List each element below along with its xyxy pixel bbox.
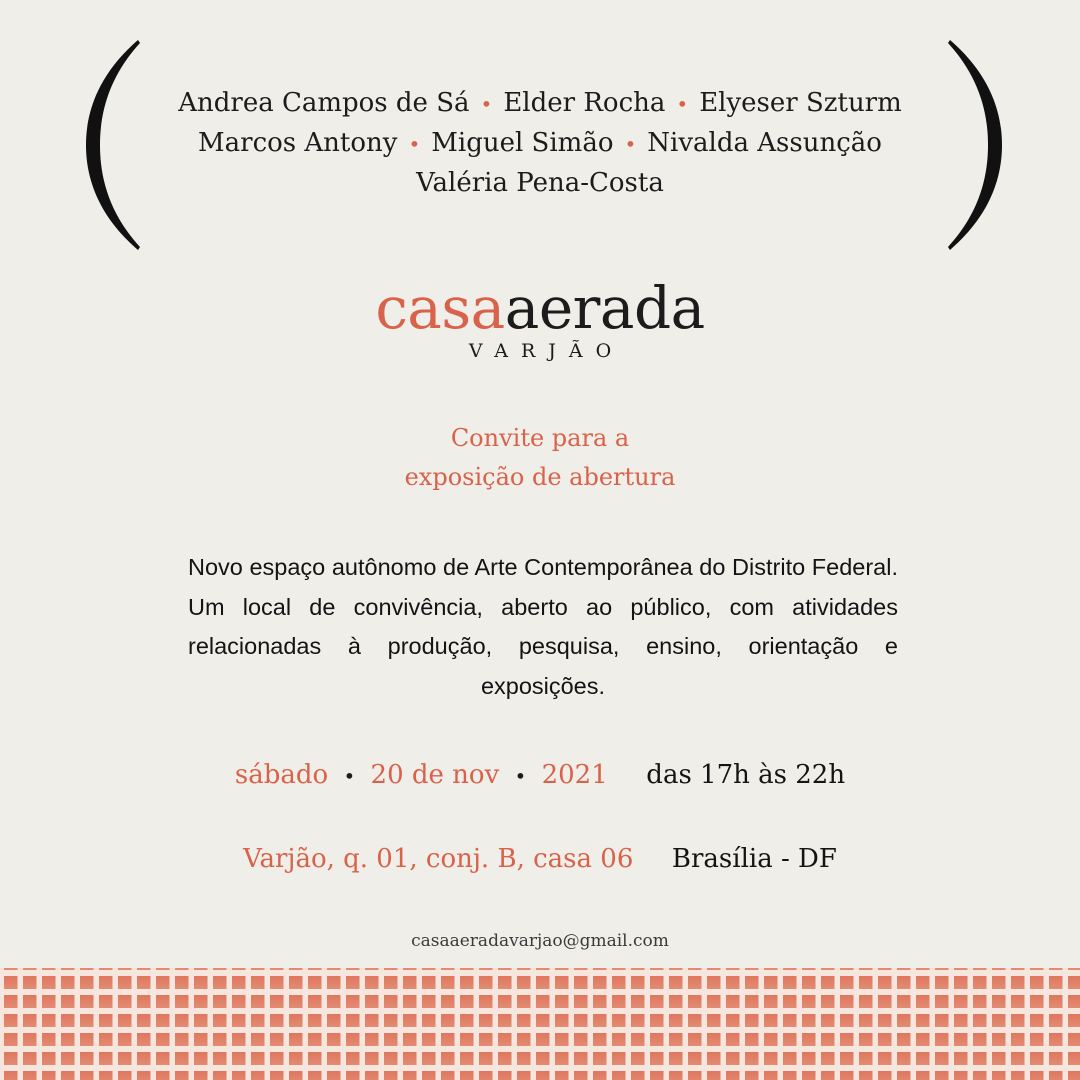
separator-dot: • (514, 764, 527, 788)
artist-name: Valéria Pena-Costa (416, 168, 664, 198)
contact-email: casaaeradavarjao@gmail.com (411, 931, 669, 951)
event-year: 2021 (541, 760, 608, 790)
logo-wordmark (0, 268, 1080, 348)
invite-line-2: exposição de abertura (404, 463, 676, 491)
logo-subtitle: VARJÃO (468, 340, 625, 362)
artist-name: Elder Rocha (503, 88, 666, 118)
right-parenthesis (942, 38, 1002, 252)
event-date-value: 20 de nov (370, 760, 500, 790)
artist-name: Marcos Antony (198, 128, 398, 158)
artist-list (180, 84, 900, 203)
logo-aerada: aerada (504, 274, 705, 342)
logo (0, 268, 1080, 362)
left-parenthesis (86, 38, 146, 252)
separator-dot: • (624, 132, 637, 156)
artist-name: Nivalda Assunção (647, 128, 882, 158)
artist-line-1 (180, 84, 900, 124)
logo-casa: casa (375, 274, 505, 342)
decorative-grid-pattern (0, 968, 1080, 1080)
description: Novo espaço autônomo de Arte Contemporânea do Distrito Federal. Um local de convivência, aberto ao público, com atividades relacionadas à produção, pesquisa, ensino, orientação e exposições. (188, 554, 898, 699)
event-date (0, 760, 1080, 790)
event-address (0, 844, 1080, 874)
invite-heading (0, 419, 1080, 497)
separator-dot: • (343, 764, 356, 788)
separator-dot: • (480, 92, 493, 116)
separator-dot: • (408, 132, 421, 156)
artist-name: Elyeser Szturm (699, 88, 902, 118)
separator-dot: • (676, 92, 689, 116)
invite-line-1: Convite para a (450, 424, 630, 452)
artist-line-2 (180, 124, 900, 164)
address-street: Varjão, q. 01, conj. B, casa 06 (243, 844, 634, 874)
event-day: sábado (234, 760, 329, 790)
artist-name: Miguel Simão (431, 128, 614, 158)
artist-name: Andrea Campos de Sá (178, 88, 470, 118)
address-city: Brasília - DF (671, 844, 837, 874)
artist-line-3 (180, 164, 900, 203)
event-hours: das 17h às 22h (646, 760, 846, 790)
